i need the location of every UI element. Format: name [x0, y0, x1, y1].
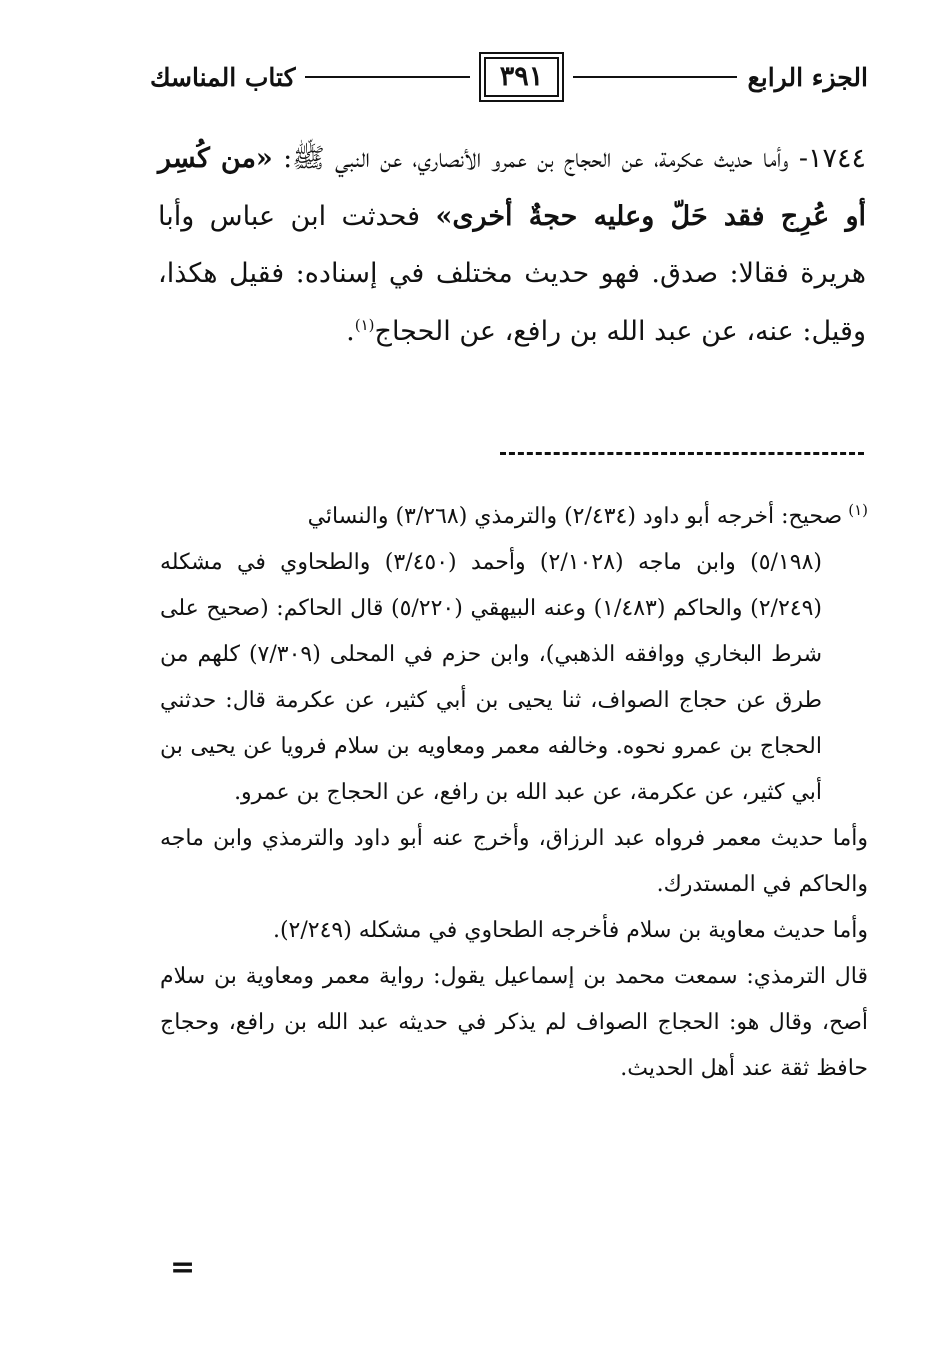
- footnote-paragraph-2: وأما حديث معمر فرواه عبد الرزاق، وأخرج عنه أبو داود والترمذي وابن ماجه والحاكم في المستدرك.: [160, 826, 868, 897]
- header-rule-right: [573, 76, 737, 78]
- end-mark: =: [170, 1250, 196, 1285]
- footnote-1-first-line: صحيح: أخرجه أبو داود (٢/٤٣٤) والترمذي (٣/٢٦٨) والنسائي: [307, 504, 843, 529]
- footnote-reference: (١): [354, 315, 375, 334]
- page-header: [150, 52, 868, 102]
- footnote-1-body: (٥/١٩٨) وابن ماجه (٢/١٠٢٨) وأحمد (٣/٤٥٠) والطحاوي في مشكله (٢/٢٤٩) والحاكم (١/٤٨٣) وعنه البيهقي (٥/٢٢٠) قال الحاكم: (صحيح على شرط البخاري ووافقه الذهبي)، وابن حزم في المحلى (٧/٣٠٩) كلهم من طرق عن حجاج الصواف، ثنا يحيى بن أبي كثير، عن عكرمة قال: حدثني الحجاج بن عمرو نحوه. وخالفه معمر ومعاويه بن سلام فرويا عن يحيى بن أبي كثير، عن عكرمة، عن عبد الله بن رافع، عن الحجاج بن عمرو.: [160, 550, 823, 805]
- hadith-rest: فحدثت ابن عباس وأبا هريرة فقالا: صدق. فهو حديث مختلف في إسناده: فقيل هكذا، وقيل: عنه، عن عبد الله بن رافع، عن الحجاج: [158, 200, 866, 347]
- footnote-1: [160, 494, 868, 816]
- hadith-paragraph: [158, 130, 866, 360]
- book-title: كتاب المناسك: [149, 62, 296, 92]
- hadith-intro: - وأما حديث عكرمة، عن الحجاج بن عمرو الأنصاري، عن النبي ﷺ:: [283, 143, 808, 174]
- footnotes: [160, 494, 868, 1092]
- volume-title: الجزء الرابع: [747, 62, 868, 92]
- footnote-marker: (١): [848, 500, 868, 519]
- footnote-divider: [500, 452, 864, 455]
- footnote-paragraph-4: قال الترمذي: سمعت محمد بن إسماعيل يقول: رواية معمر ومعاوية بن سلام أصح، وقال هو: الحجاج الصواف لم يذكر في حديثه عبد الله بن رافع، وحجاج حافظ ثقة عند أهل الحديث.: [160, 964, 868, 1081]
- page-number: ٣٩١: [484, 57, 560, 97]
- main-text: [158, 130, 866, 360]
- hadith-end: .: [346, 315, 355, 347]
- hadith-quote: «من كُسِر أو عُرِج فقد حَلّ وعليه حجةٌ أخرى»: [158, 143, 866, 232]
- hadith-number: ١٧٤٤: [807, 143, 866, 174]
- header-rule-left: [305, 76, 469, 78]
- footnote-paragraph-3: وأما حديث معاوية بن سلام فأخرجه الطحاوي في مشكله (٢/٢٤٩).: [272, 918, 868, 943]
